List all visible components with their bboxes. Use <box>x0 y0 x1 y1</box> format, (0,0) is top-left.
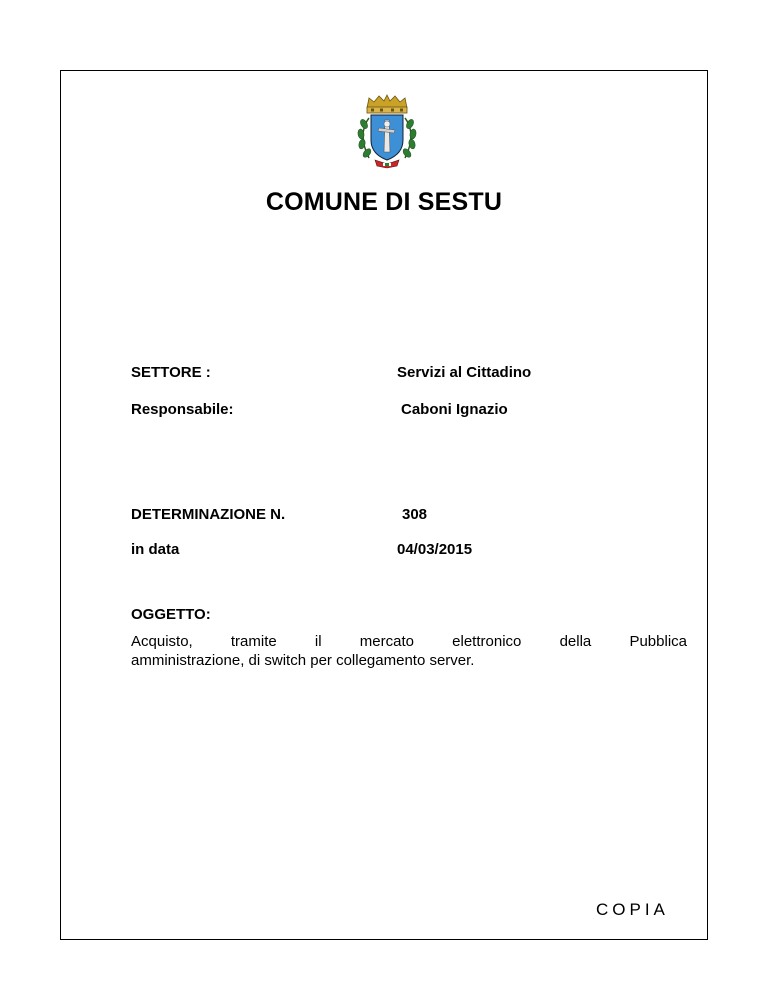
oggetto-word: Acquisto, <box>131 633 193 650</box>
oggetto-text <box>131 632 687 670</box>
determinazione-number: 308 <box>402 506 428 523</box>
settore-value: Servizi al Cittadino <box>397 364 532 381</box>
responsabile-label: Responsabile: <box>131 401 234 418</box>
shield-icon <box>371 115 403 160</box>
crown-icon <box>367 95 407 113</box>
oggetto-word: mercato <box>359 633 414 650</box>
oggetto-word: elettronico <box>452 633 522 650</box>
date-label: in data <box>131 541 180 558</box>
date-value: 04/03/2015 <box>397 541 473 558</box>
oggetto-word: Pubblica <box>629 633 687 650</box>
settore-label: SETTORE : <box>131 364 211 381</box>
oggetto-word: della <box>559 633 592 650</box>
oggetto-word: tramite <box>230 633 277 650</box>
oggetto-line-2: amministrazione, di switch per collegamento server. <box>131 652 475 669</box>
oggetto-line-1 <box>131 632 687 651</box>
copia-stamp: COPIA <box>596 900 669 919</box>
coat-of-arms-emblem <box>345 94 429 170</box>
responsabile-value: Caboni Ignazio <box>401 401 508 418</box>
ribbon-icon <box>375 160 399 168</box>
oggetto-word: il <box>314 633 322 650</box>
page-title: COMUNE DI SESTU <box>265 188 503 216</box>
oggetto-label: OGGETTO: <box>131 606 211 623</box>
determinazione-label: DETERMINAZIONE N. <box>131 506 286 523</box>
